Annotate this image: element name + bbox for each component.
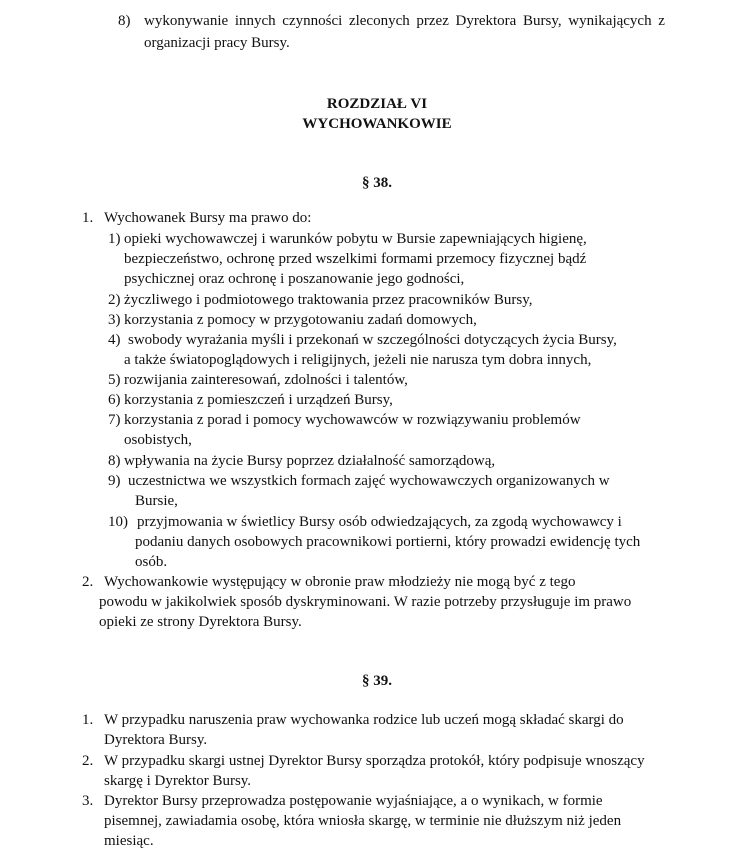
list-marker: 5) xyxy=(108,372,121,388)
list-marker: 10) xyxy=(108,514,128,530)
paragraph-line: osób. xyxy=(135,554,168,570)
list-marker: 8) xyxy=(118,13,131,29)
section-heading: § 38. xyxy=(362,175,392,191)
paragraph-line: rozwijania zainteresowań, zdolności i talentów, xyxy=(124,372,408,388)
paragraph-line: skargę i Dyrektor Bursy. xyxy=(104,773,252,789)
paragraph-line: pisemnej, zawiadamia osobę, która wniosła skargę, w terminie nie dłuższym niż jeden xyxy=(104,813,622,829)
paragraph-line: opieki ze strony Dyrektora Bursy. xyxy=(99,614,302,630)
paragraph-line: W przypadku skargi ustnej Dyrektor Bursy sporządza protokół, który podpisuje wnoszący xyxy=(104,753,645,769)
paragraph-line: organizacji pracy Bursy. xyxy=(144,35,290,51)
list-marker: 2. xyxy=(82,753,94,769)
list-marker: 8) xyxy=(108,453,121,469)
paragraph-line: życzliwego i podmiotowego traktowania przez pracowników Bursy, xyxy=(124,292,533,308)
paragraph-line: Wychowanek Bursy ma prawo do: xyxy=(104,210,312,226)
list-marker: 2. xyxy=(82,574,94,590)
paragraph-line: wykonywanie innych czynności zleconych przez Dyrektora Bursy, wynikających z xyxy=(144,13,665,29)
list-marker: 6) xyxy=(108,392,121,408)
paragraph-line: przyjmowania w świetlicy Bursy osób odwiedzających, za zgodą wychowawcy i xyxy=(137,514,622,530)
chapter-number: ROZDZIAŁ VI xyxy=(326,96,428,112)
paragraph-line: wpływania na życie Bursy poprzez działalność samorządową, xyxy=(124,453,496,469)
paragraph-line: korzystania z pomocy w przygotowaniu zadań domowych, xyxy=(124,312,477,328)
paragraph-line: miesiąc. xyxy=(104,833,154,849)
section-heading: § 39. xyxy=(362,673,392,689)
paragraph-line: korzystania z porad i pomocy wychowawców w rozwiązywaniu problemów xyxy=(124,412,581,428)
paragraph-line: psychicznej oraz ochronę i poszanowanie jego godności, xyxy=(124,271,465,287)
list-marker: 4) xyxy=(108,332,121,348)
list-marker: 2) xyxy=(108,292,121,308)
paragraph-line: Dyrektora Bursy. xyxy=(104,732,208,748)
paragraph-line: opieki wychowawczej i warunków pobytu w Bursie zapewniających higienę, xyxy=(124,231,587,247)
paragraph-line: podaniu danych osobowych pracownikowi portierni, który prowadzi ewidencję tych xyxy=(135,534,641,550)
paragraph-line: W przypadku naruszenia praw wychowanka rodzice lub uczeń mogą składać skargi do xyxy=(104,712,624,728)
list-marker: 1. xyxy=(82,712,94,728)
list-marker: 1) xyxy=(108,231,121,247)
list-marker: 7) xyxy=(108,412,121,428)
list-marker: 1. xyxy=(82,210,94,226)
paragraph-line: powodu w jakikolwiek sposób dyskryminowani. W razie potrzeby przysługuje im prawo xyxy=(99,594,632,610)
list-marker: 9) xyxy=(108,473,121,489)
paragraph-line: korzystania z pomieszczeń i urządzeń Bursy, xyxy=(124,392,393,408)
list-marker: 3. xyxy=(82,793,94,809)
paragraph-line: a także światopoglądowych i religijnych, jeżeli nie narusza tym dobra innych, xyxy=(124,352,592,368)
list-marker: 3) xyxy=(108,312,121,328)
paragraph-line: Wychowankowie występujący w obronie praw młodzieży nie mogą być z tego xyxy=(104,574,576,590)
paragraph-line: Bursie, xyxy=(135,493,178,509)
paragraph-line: osobistych, xyxy=(124,432,192,448)
paragraph-line: bezpieczeństwo, ochronę przed wszelkimi formami przemocy fizycznej bądź xyxy=(124,251,587,267)
chapter-title: WYCHOWANKOWIE xyxy=(302,116,452,132)
paragraph-line: uczestnictwa we wszystkich formach zajęć wychowawczych organizowanych w xyxy=(128,473,610,489)
paragraph-line: swobody wyrażania myśli i przekonań w szczególności dotyczących życia Bursy, xyxy=(128,332,617,348)
paragraph-line: Dyrektor Bursy przeprowadza postępowanie wyjaśniające, a o wynikach, w formie xyxy=(104,793,603,809)
